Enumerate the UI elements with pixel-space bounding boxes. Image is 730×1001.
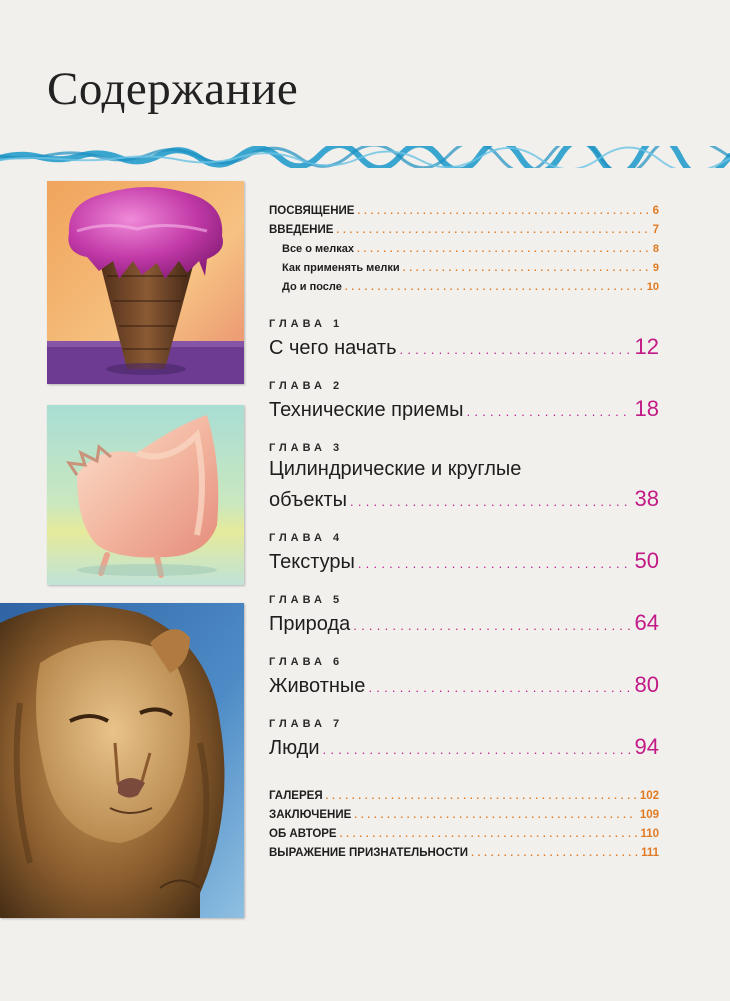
toc-chapter-2[interactable] <box>269 396 659 424</box>
chapter-title: Люди <box>269 737 320 759</box>
toc-entry-label: ВЫРАЖЕНИЕ ПРИЗНАТЕЛЬНОСТИ <box>269 847 469 859</box>
dot-leader <box>353 618 631 633</box>
chapter-page: 38 <box>634 486 659 511</box>
toc-entry-page: 102 <box>639 790 659 802</box>
toc-chapter-5[interactable] <box>269 610 659 638</box>
chapter-label: ГЛАВА 5 <box>269 594 344 606</box>
dot-leader <box>336 225 649 236</box>
toc-chapter-3[interactable] <box>269 486 659 514</box>
toc-chapter-4[interactable] <box>269 548 659 576</box>
dot-leader <box>326 791 637 802</box>
conch-shell-drawing <box>47 405 244 585</box>
toc-entry-conclusion[interactable] <box>269 809 659 828</box>
toc-entry-label: ОБ АВТОРЕ <box>269 828 337 840</box>
chapter-title: Животные <box>269 675 366 697</box>
dot-leader <box>323 742 632 757</box>
chapter-page: 94 <box>634 734 659 759</box>
back-matter <box>269 790 659 866</box>
page-title: Содержание <box>47 63 299 115</box>
dot-leader <box>471 848 638 859</box>
dot-leader <box>357 244 650 255</box>
ice-cream-cone-drawing <box>47 181 244 384</box>
chapter-page: 64 <box>634 610 659 635</box>
dot-leader <box>368 680 631 695</box>
toc-chapter-6[interactable] <box>269 672 659 700</box>
dot-leader <box>467 404 632 419</box>
toc-chapter-7[interactable] <box>269 734 659 762</box>
toc-entry-label: ВВЕДЕНИЕ <box>269 224 334 236</box>
chapter-title: Технические приемы <box>269 399 464 421</box>
chapter-label: ГЛАВА 6 <box>269 656 344 668</box>
dot-leader <box>400 342 632 357</box>
chapter-title-line1[interactable]: Цилиндрические и круглые <box>269 458 522 480</box>
toc-entry-page: 9 <box>652 262 659 274</box>
chapter-page: 80 <box>634 672 659 697</box>
toc-entry-about-author[interactable] <box>269 828 659 847</box>
dot-leader <box>358 556 632 571</box>
toc-entry-page: 7 <box>652 224 659 236</box>
toc-entry-using-crayons[interactable] <box>269 262 659 281</box>
toc-entry-introduction[interactable] <box>269 224 659 243</box>
chapter-label: ГЛАВА 7 <box>269 718 344 730</box>
chapter-title: Природа <box>269 613 351 635</box>
toc-entry-page: 10 <box>646 281 659 293</box>
toc-entry-page: 110 <box>640 828 659 840</box>
toc-entry-page: 8 <box>652 243 659 255</box>
chapter-page: 50 <box>634 548 659 573</box>
toc-entry-label: ПОСВЯЩЕНИЕ <box>269 205 355 217</box>
toc-entry-page: 109 <box>639 809 659 821</box>
toc-entry-about-crayons[interactable] <box>269 243 659 262</box>
toc-entry-gallery[interactable] <box>269 790 659 809</box>
chapter-label: ГЛАВА 2 <box>269 380 344 392</box>
toc-chapter-1[interactable] <box>269 334 659 362</box>
toc-entry-acknowledgements[interactable] <box>269 847 659 866</box>
dot-leader <box>345 282 644 293</box>
toc-entry-dedication[interactable] <box>269 205 659 224</box>
chapter-title: объекты <box>269 489 348 511</box>
dot-leader <box>340 829 638 840</box>
chapter-label: ГЛАВА 1 <box>269 318 344 330</box>
toc-entry-before-after[interactable] <box>269 281 659 300</box>
dot-leader <box>403 263 650 274</box>
dot-leader <box>357 206 649 217</box>
toc-entry-label: Как применять мелки <box>282 262 400 274</box>
chapter-label: ГЛАВА 3 <box>269 442 344 454</box>
chapter-title: С чего начать <box>269 337 397 359</box>
chapter-title: Текстуры <box>269 551 355 573</box>
chapter-page: 12 <box>634 334 659 359</box>
toc-entry-page: 6 <box>652 205 659 217</box>
chapter-page: 18 <box>634 396 659 421</box>
chapter-label: ГЛАВА 4 <box>269 532 344 544</box>
dot-leader <box>354 810 637 821</box>
toc-entry-label: Все о мелках <box>282 243 354 255</box>
toc-entry-label: ГАЛЕРЕЯ <box>269 790 323 802</box>
toc-entry-label: До и после <box>282 281 342 293</box>
table-of-contents <box>269 205 659 866</box>
lion-portrait-drawing <box>0 603 244 918</box>
toc-entry-label: ЗАКЛЮЧЕНИЕ <box>269 809 352 821</box>
toc-entry-page: 111 <box>641 847 659 859</box>
dot-leader <box>350 494 631 509</box>
crayon-divider <box>0 146 730 168</box>
